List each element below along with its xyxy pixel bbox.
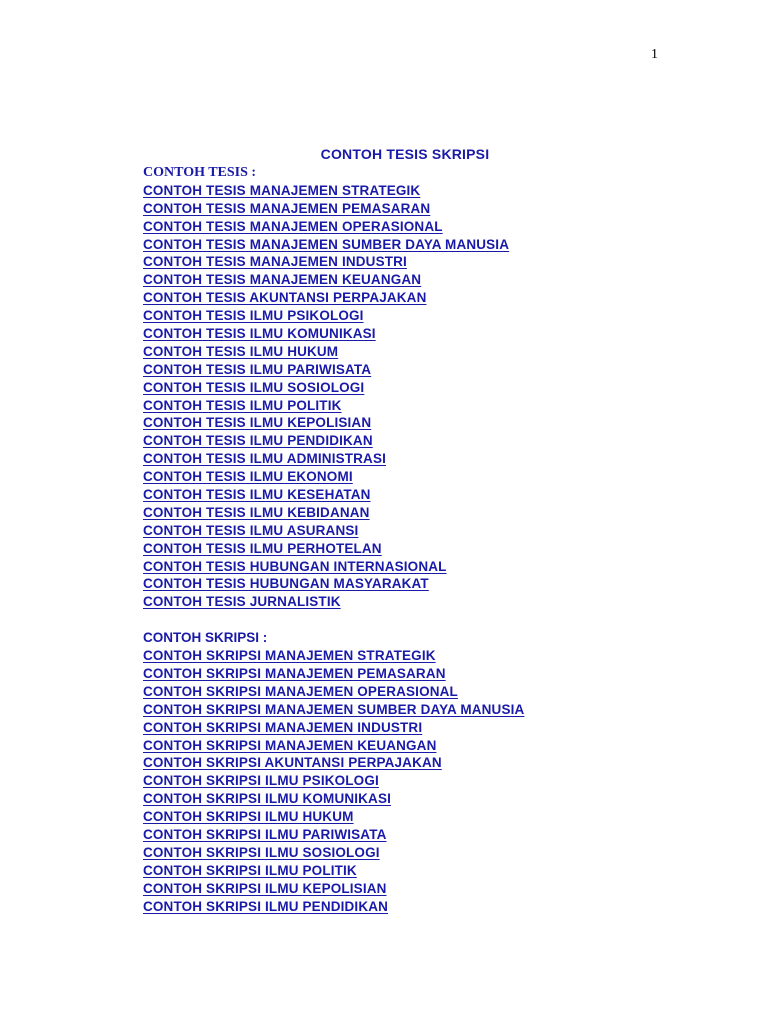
skripsi-link[interactable]: CONTOH SKRIPSI ILMU KEPOLISIAN bbox=[143, 880, 387, 896]
page-number: 1 bbox=[651, 47, 658, 62]
skripsi-link[interactable]: CONTOH SKRIPSI ILMU KOMUNIKASI bbox=[143, 791, 392, 807]
tesis-link[interactable]: CONTOH TESIS HUBUNGAN MASYARAKAT bbox=[143, 576, 429, 592]
skripsi-link[interactable]: CONTOH SKRIPSI ILMU SOSIOLOGI bbox=[143, 844, 380, 860]
tesis-link[interactable]: CONTOH TESIS MANAJEMEN KEUANGAN bbox=[143, 272, 422, 288]
skripsi-link[interactable]: CONTOH SKRIPSI ILMU PENDIDIKAN bbox=[143, 898, 389, 914]
tesis-link[interactable]: CONTOH TESIS ILMU SOSIOLOGI bbox=[143, 379, 365, 395]
tesis-link[interactable]: CONTOH TESIS MANAJEMEN PEMASARAN bbox=[143, 200, 431, 216]
list-item bbox=[143, 737, 524, 755]
skripsi-link[interactable]: CONTOH SKRIPSI MANAJEMEN KEUANGAN bbox=[143, 737, 437, 753]
list-item bbox=[143, 880, 524, 898]
list-item bbox=[143, 468, 524, 486]
list-item bbox=[143, 898, 524, 916]
tesis-link[interactable]: CONTOH TESIS MANAJEMEN INDUSTRI bbox=[143, 254, 407, 270]
skripsi-link[interactable]: CONTOH SKRIPSI MANAJEMEN INDUSTRI bbox=[143, 719, 423, 735]
list-item bbox=[143, 575, 524, 593]
list-item bbox=[143, 289, 524, 307]
list-item bbox=[143, 182, 524, 200]
tesis-link[interactable]: CONTOH TESIS ILMU EKONOMI bbox=[143, 469, 353, 485]
list-item bbox=[143, 772, 524, 790]
tesis-link[interactable]: CONTOH TESIS ILMU ADMINISTRASI bbox=[143, 451, 387, 467]
list-item bbox=[143, 397, 524, 415]
list-item bbox=[143, 540, 524, 558]
tesis-link[interactable]: CONTOH TESIS ILMU HUKUM bbox=[143, 343, 339, 359]
list-item bbox=[143, 808, 524, 826]
tesis-link[interactable]: CONTOH TESIS ILMU PENDIDIKAN bbox=[143, 433, 373, 449]
list-item bbox=[143, 486, 524, 504]
list-item bbox=[143, 647, 524, 665]
list-item bbox=[143, 271, 524, 289]
skripsi-link[interactable]: CONTOH SKRIPSI MANAJEMEN SUMBER DAYA MANUSIA bbox=[143, 701, 525, 717]
list-item bbox=[143, 862, 524, 880]
list-item bbox=[143, 826, 524, 844]
list-item bbox=[143, 558, 524, 576]
list-item bbox=[143, 361, 524, 379]
list-item bbox=[143, 504, 524, 522]
list-item bbox=[143, 754, 524, 772]
list-item bbox=[143, 719, 524, 737]
list-item bbox=[143, 236, 524, 254]
tesis-link[interactable]: CONTOH TESIS ILMU PERHOTELAN bbox=[143, 540, 382, 556]
tesis-link[interactable]: CONTOH TESIS MANAJEMEN SUMBER DAYA MANUSIA bbox=[143, 236, 510, 252]
list-item bbox=[143, 683, 524, 701]
tesis-link[interactable]: CONTOH TESIS MANAJEMEN OPERASIONAL bbox=[143, 218, 443, 234]
list-item bbox=[143, 522, 524, 540]
list-item bbox=[143, 253, 524, 271]
tesis-heading: CONTOH TESIS : bbox=[143, 165, 257, 180]
list-item bbox=[143, 307, 524, 325]
tesis-link[interactable]: CONTOH TESIS ILMU ASURANSI bbox=[143, 522, 359, 538]
list-item bbox=[143, 379, 524, 397]
list-item bbox=[143, 701, 524, 719]
tesis-link[interactable]: CONTOH TESIS MANAJEMEN STRATEGIK bbox=[143, 182, 421, 198]
list-item bbox=[143, 343, 524, 361]
skripsi-heading: CONTOH SKRIPSI : bbox=[143, 630, 268, 646]
list-item bbox=[143, 414, 524, 432]
tesis-link[interactable]: CONTOH TESIS HUBUNGAN INTERNASIONAL bbox=[143, 558, 447, 574]
document-title: CONTOH TESIS SKRIPSI bbox=[320, 146, 490, 162]
list-item bbox=[143, 790, 524, 808]
tesis-link-list bbox=[143, 182, 524, 611]
tesis-link[interactable]: CONTOH TESIS JURNALISTIK bbox=[143, 594, 341, 610]
section-spacer bbox=[143, 611, 524, 629]
tesis-link[interactable]: CONTOH TESIS AKUNTANSI PERPAJAKAN bbox=[143, 290, 427, 306]
list-item bbox=[143, 665, 524, 683]
list-item bbox=[143, 325, 524, 343]
list-item bbox=[143, 432, 524, 450]
skripsi-link[interactable]: CONTOH SKRIPSI MANAJEMEN OPERASIONAL bbox=[143, 683, 458, 699]
skripsi-link[interactable]: CONTOH SKRIPSI MANAJEMEN PEMASARAN bbox=[143, 665, 446, 681]
list-item bbox=[143, 218, 524, 236]
list-item bbox=[143, 844, 524, 862]
skripsi-link[interactable]: CONTOH SKRIPSI MANAJEMEN STRATEGIK bbox=[143, 648, 436, 664]
tesis-link[interactable]: CONTOH TESIS ILMU KEBIDANAN bbox=[143, 504, 370, 520]
tesis-link[interactable]: CONTOH TESIS ILMU PARIWISATA bbox=[143, 361, 372, 377]
list-item bbox=[143, 200, 524, 218]
list-item bbox=[143, 450, 524, 468]
skripsi-link-list bbox=[143, 647, 524, 915]
tesis-link[interactable]: CONTOH TESIS ILMU PSIKOLOGI bbox=[143, 308, 364, 324]
skripsi-link[interactable]: CONTOH SKRIPSI ILMU HUKUM bbox=[143, 809, 354, 825]
tesis-link[interactable]: CONTOH TESIS ILMU POLITIK bbox=[143, 397, 342, 413]
skripsi-link[interactable]: CONTOH SKRIPSI AKUNTANSI PERPAJAKAN bbox=[143, 755, 442, 771]
skripsi-link[interactable]: CONTOH SKRIPSI ILMU PARIWISATA bbox=[143, 826, 387, 842]
list-item bbox=[143, 593, 524, 611]
tesis-link[interactable]: CONTOH TESIS ILMU KESEHATAN bbox=[143, 487, 371, 503]
document-body bbox=[143, 164, 524, 915]
skripsi-link[interactable]: CONTOH SKRIPSI ILMU PSIKOLOGI bbox=[143, 773, 379, 789]
tesis-link[interactable]: CONTOH TESIS ILMU KOMUNIKASI bbox=[143, 326, 376, 342]
skripsi-link[interactable]: CONTOH SKRIPSI ILMU POLITIK bbox=[143, 862, 357, 878]
tesis-link[interactable]: CONTOH TESIS ILMU KEPOLISIAN bbox=[143, 415, 372, 431]
